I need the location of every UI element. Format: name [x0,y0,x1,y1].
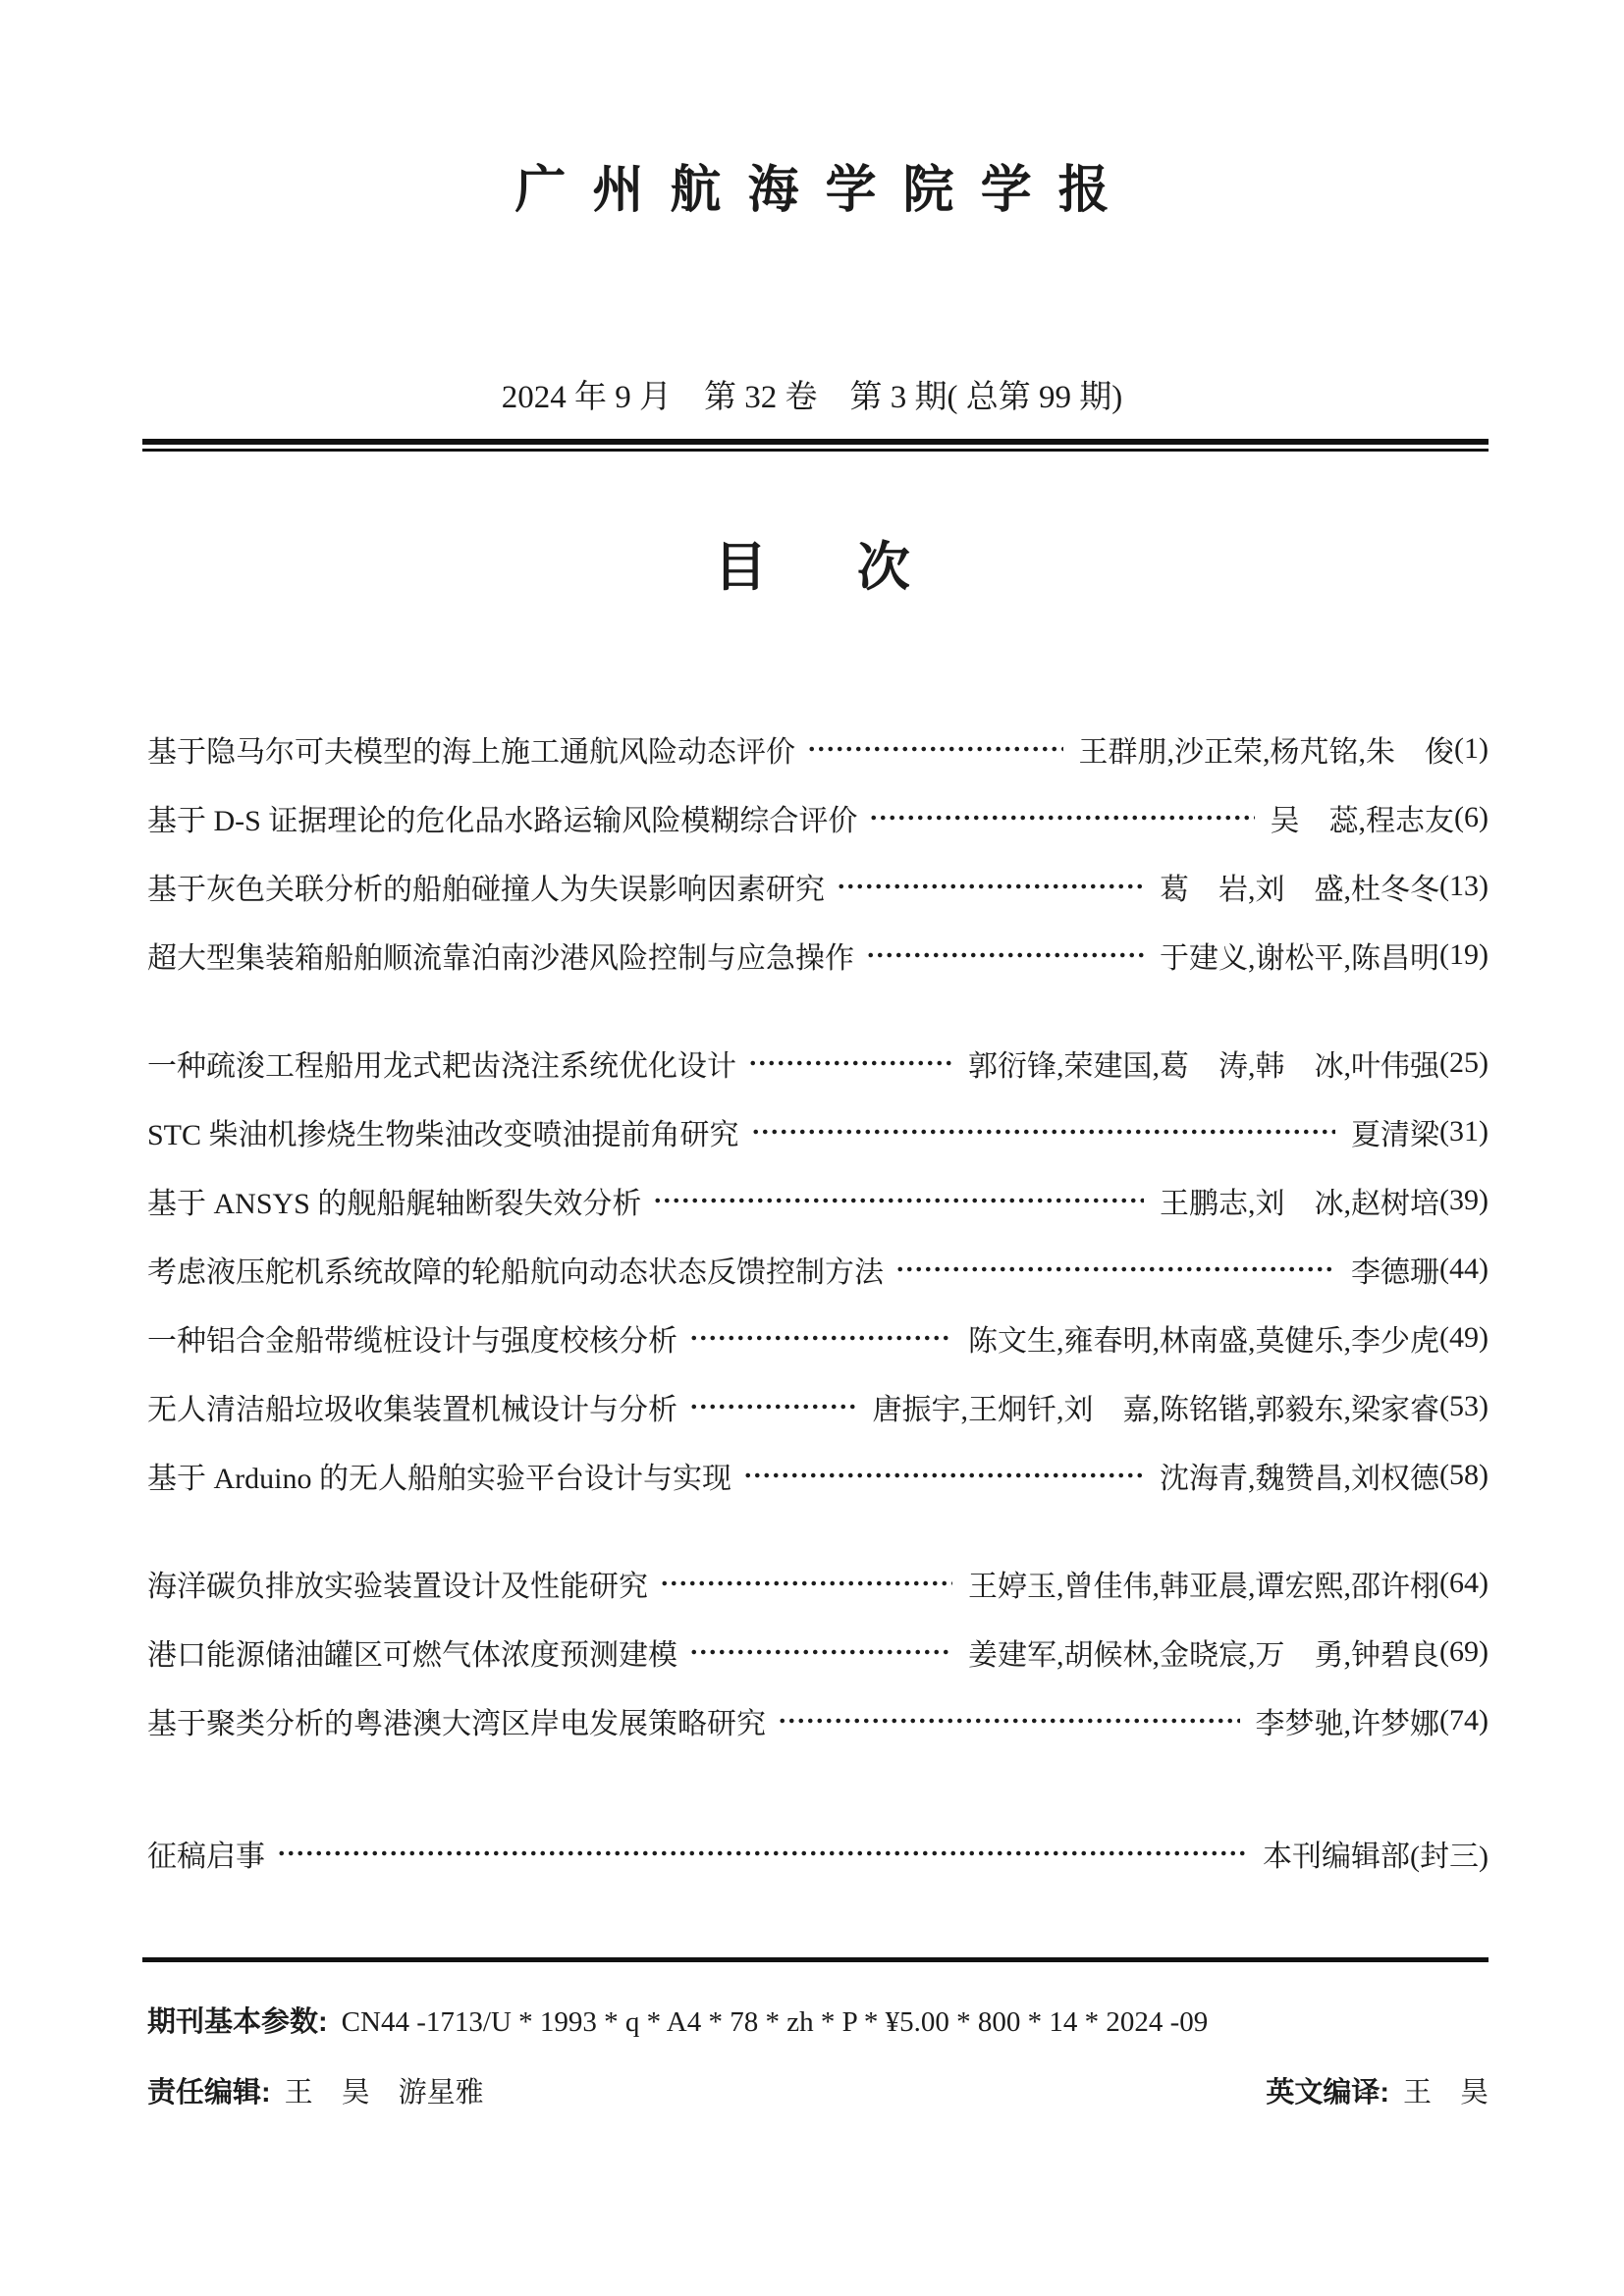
toc-entry [147,921,1489,989]
article-page: (44) [1439,1253,1489,1285]
article-page: (31) [1439,1115,1489,1148]
params-label: 期刊基本参数: [147,2006,328,2038]
journal-params-line [147,2002,1489,2042]
article-page: (6) [1454,801,1489,833]
english-translator-names: 王 昊 [1402,2077,1489,2109]
toc-entry [147,783,1489,852]
managing-editor-label: 责任编辑: [147,2077,271,2109]
article-page: (13) [1439,870,1489,902]
english-translator [1266,2073,1489,2112]
article-page: (53) [1439,1390,1489,1422]
article-title: 港口能源储油罐区可燃气体浓度预测建模 [147,1639,677,1672]
toc-entry [147,1235,1489,1304]
article-page: (39) [1439,1184,1489,1216]
english-translator-label: 英文编译: [1266,2077,1389,2109]
article-title: 基于 D-S 证据理论的危化品水路运输风险模糊综合评价 [147,805,858,837]
editors-line [147,2073,1489,2112]
article-authors: 李梦驰,许梦娜 [1255,1708,1440,1740]
article-authors: 沈海青,魏赞昌,刘权德 [1160,1463,1440,1495]
dotted-leader [660,1569,952,1598]
article-page: (64) [1439,1567,1489,1599]
toc-entry [147,852,1489,921]
dotted-leader [837,872,1144,901]
article-authors: 王群朋,沙正荣,杨芃铭,朱 俊 [1078,736,1455,769]
article-authors: 陈文生,雍春明,林南盛,莫健乐,李少虎 [968,1325,1440,1358]
dotted-leader [689,1392,857,1421]
dotted-leader [653,1186,1144,1215]
article-page: (74) [1439,1704,1489,1736]
call-for-papers-entry [147,1819,1489,1888]
article-title: 基于聚类分析的粤港澳大湾区岸电发展策略研究 [147,1708,766,1740]
article-authors: 于建义,谢松平,陈昌明 [1160,942,1440,975]
managing-editor [147,2073,484,2112]
toc-entry [147,1441,1489,1510]
article-title: STC 柴油机掺烧生物柴油改变喷油提前角研究 [147,1119,739,1151]
footer-rule [142,1957,1489,1962]
toc-entry [147,1372,1489,1441]
article-title: 海洋碳负排放实验装置设计及性能研究 [147,1571,648,1603]
article-title: 基于 ANSYS 的舰船艉轴断裂失效分析 [147,1188,642,1220]
article-page: (1) [1454,732,1489,765]
article-authors: 葛 岩,刘 盛,杜冬冬 [1160,874,1440,906]
dotted-leader [869,803,1254,832]
toc-entry [147,1618,1489,1686]
toc-entry [147,1686,1489,1755]
article-authors: 王婷玉,曾佳伟,韩亚晨,谭宏熙,邵许栩 [968,1571,1440,1603]
double-rule-thin-bar [142,449,1489,452]
article-title: 基于 Arduino 的无人船舶实验平台设计与实现 [147,1463,731,1495]
article-page: (19) [1439,938,1489,971]
toc-entry [147,1097,1489,1166]
article-authors: 夏清梁 [1351,1119,1440,1151]
toc-group-2 [147,1029,1489,1510]
params-value: CN44 -1713/U * 1993 * q * A4 * 78 * zh * P * ¥5.00 * 800 * 14 * 2024 -09 [341,2006,1209,2038]
article-authors: 唐振宇,王炯钎,刘 嘉,陈铭锴,郭毅东,梁家睿 [872,1394,1440,1426]
toc-entry [147,715,1489,783]
journal-title: 广州航海学院学报 [514,162,1136,219]
dotted-leader [895,1255,1335,1284]
dotted-leader [778,1706,1240,1735]
article-page: (49) [1439,1321,1489,1354]
dotted-leader [277,1839,1247,1868]
toc-group-1 [147,715,1489,989]
toc-entry [147,1549,1489,1618]
article-title: 基于灰色关联分析的船舶碰撞人为失误影响因素研究 [147,874,825,906]
article-page: (69) [1439,1635,1489,1668]
article-authors: 王鹏志,刘 冰,赵树培 [1160,1188,1440,1220]
double-rule [142,439,1489,452]
toc-entry [147,1029,1489,1097]
dotted-leader [689,1323,952,1353]
dotted-leader [689,1637,952,1667]
toc-list [147,715,1489,1888]
article-title: 无人清洁船垃圾收集装置机械设计与分析 [147,1394,677,1426]
dotted-leader [751,1117,1335,1147]
article-title: 一种铝合金船带缆桩设计与强度校核分析 [147,1325,677,1358]
article-title: 基于隐马尔可夫模型的海上施工通航风险动态评价 [147,736,795,769]
notice-authors: 本刊编辑部 [1263,1841,1411,1873]
article-page: (25) [1439,1046,1489,1079]
dotted-leader [748,1048,952,1078]
toc-entry [147,1166,1489,1235]
article-title: 一种疏浚工程船用龙式耙齿浇注系统优化设计 [147,1050,736,1083]
dotted-leader [866,940,1144,970]
article-title: 超大型集装箱船舶顺流靠泊南沙港风险控制与应急操作 [147,942,854,975]
article-authors: 郭衍锋,荣建国,葛 涛,韩 冰,叶伟强 [968,1050,1440,1083]
notice-page: (封三) [1410,1841,1489,1873]
article-authors: 吴 蕊,程志友 [1270,805,1455,837]
double-rule-thick-bar [142,439,1489,445]
dotted-leader [807,734,1063,764]
dotted-leader [743,1461,1144,1490]
article-page: (58) [1439,1459,1489,1491]
managing-editor-names: 王 昊 游星雅 [284,2077,484,2109]
article-authors: 李德珊 [1351,1256,1440,1289]
toc-entry [147,1304,1489,1372]
contents-heading: 目次 [714,538,1001,597]
notice-title: 征稿启事 [147,1841,265,1873]
article-authors: 姜建军,胡候林,金晓宸,万 勇,钟碧良 [968,1639,1440,1672]
toc-group-3 [147,1549,1489,1755]
issue-line: 2024 年 9 月 第 32 卷 第 3 期( 总第 99 期) [501,380,1123,415]
article-title: 考虑液压舵机系统故障的轮船航向动态状态反馈控制方法 [147,1256,884,1289]
